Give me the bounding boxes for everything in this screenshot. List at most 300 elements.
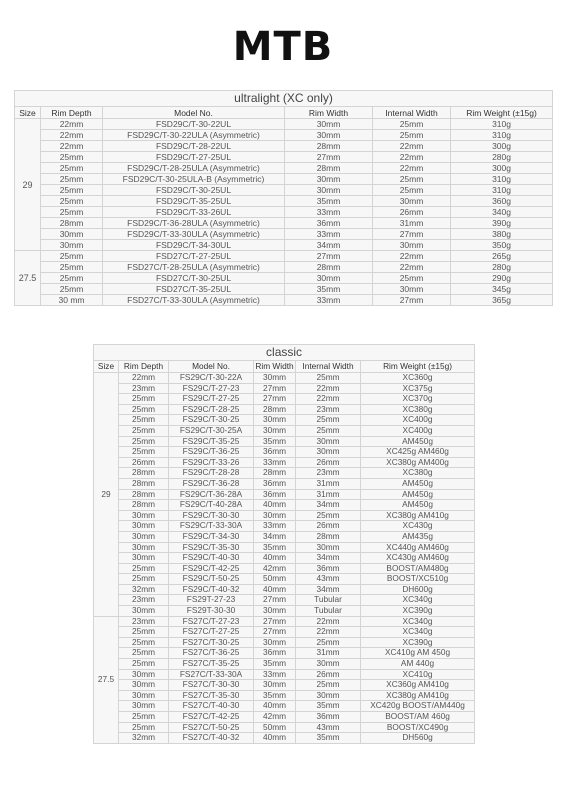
- table-cell: 25mm: [119, 722, 169, 733]
- table-cell: FSD29C/T-34-30UL: [103, 240, 285, 251]
- column-header: Internal Width: [373, 107, 451, 119]
- table-cell: AM435g: [361, 531, 475, 542]
- column-header: Rim Depth: [41, 107, 103, 119]
- table-cell: 35mm: [285, 284, 373, 295]
- table-header-row: [94, 361, 475, 373]
- table-cell: 380g: [451, 229, 553, 240]
- table-cell: 25mm: [296, 415, 361, 426]
- table-cell: 350g: [451, 240, 553, 251]
- table-cell: 35mm: [254, 690, 296, 701]
- table-cell: 310g: [451, 174, 553, 185]
- table-cell: 25mm: [119, 659, 169, 670]
- table-cell: FS27C/T-30-25: [169, 637, 254, 648]
- table-caption: ultralight (XC only): [15, 91, 553, 107]
- table-cell: 28mm: [285, 163, 373, 174]
- table-caption-row: [15, 91, 553, 107]
- table-cell: FS27C/T-35-25: [169, 659, 254, 670]
- table-cell: 33mm: [254, 457, 296, 468]
- table-cell: 27mm: [373, 229, 451, 240]
- table-cell: XC410g AM 450g: [361, 648, 475, 659]
- column-header: Rim Weight (±15g): [361, 361, 475, 373]
- table-row: [94, 733, 475, 744]
- table-cell: FSD27C/T-28-25ULA (Asymmetric): [103, 262, 285, 273]
- table-cell: FSD29C/T-30-22UL: [103, 119, 285, 130]
- table-cell: 30mm: [119, 669, 169, 680]
- table-row: [15, 284, 553, 295]
- table-cell: FSD29C/T-28-22UL: [103, 141, 285, 152]
- table-cell: FSD29C/T-28-25ULA (Asymmetric): [103, 163, 285, 174]
- table-cell: 34mm: [285, 240, 373, 251]
- table-cell: 25mm: [119, 436, 169, 447]
- table-row: [94, 425, 475, 436]
- table-cell: FS27C/T-40-32: [169, 733, 254, 744]
- table-header-row: [15, 107, 553, 119]
- table-row: [15, 295, 553, 306]
- table-cell: 365g: [451, 295, 553, 306]
- table-cell: 25mm: [296, 680, 361, 691]
- table-cell: 35mm: [254, 659, 296, 670]
- table-caption: classic: [94, 345, 475, 361]
- table-cell: FS27C/T-50-25: [169, 722, 254, 733]
- table-cell: XC390g: [361, 606, 475, 617]
- table-cell: 28mm: [119, 468, 169, 479]
- table-cell: 40mm: [254, 500, 296, 511]
- size-cell: 29: [15, 119, 41, 251]
- column-header: Rim Width: [285, 107, 373, 119]
- table-cell: 34mm: [296, 584, 361, 595]
- table-cell: 30mm: [285, 185, 373, 196]
- table-cell: 31mm: [296, 489, 361, 500]
- table-cell: XC380g AM410g: [361, 510, 475, 521]
- table-cell: FS29C/T-34-30: [169, 531, 254, 542]
- table-cell: 25mm: [119, 563, 169, 574]
- table-cell: FSD27C/T-30-25UL: [103, 273, 285, 284]
- table-row: [15, 196, 553, 207]
- table-cell: FS29C/T-42-25: [169, 563, 254, 574]
- table-cell: 30mm: [285, 130, 373, 141]
- table-cell: 25mm: [41, 251, 103, 262]
- column-header: Rim Depth: [119, 361, 169, 373]
- table-cell: 390g: [451, 218, 553, 229]
- column-header: Rim Width: [255, 360, 294, 371]
- table-cell: 27mm: [254, 394, 296, 405]
- table-cell: 30mm: [119, 701, 169, 712]
- table-cell: 30mm: [285, 119, 373, 130]
- table-cell: FS29C/T-33-26: [169, 457, 254, 468]
- table-cell: XC375g: [361, 383, 475, 394]
- table-row: [15, 251, 553, 262]
- table-cell: 30mm: [254, 373, 296, 384]
- table-cell: 25mm: [41, 207, 103, 218]
- table-cell: XC430g AM460g: [361, 553, 475, 564]
- table-cell: 27mm: [285, 152, 373, 163]
- table-row: [94, 489, 475, 500]
- table-row: [94, 394, 475, 405]
- table-cell: 42mm: [254, 563, 296, 574]
- table-cell: 22mm: [373, 141, 451, 152]
- table-row: [94, 468, 475, 479]
- table-cell: 25mm: [119, 627, 169, 638]
- table-cell: 22mm: [296, 394, 361, 405]
- table-cell: FS29C/T-36-28A: [169, 489, 254, 500]
- table-cell: 33mm: [254, 669, 296, 680]
- table-cell: AM450g: [361, 436, 475, 447]
- table-cell: 30mm: [119, 521, 169, 532]
- table-cell: 22mm: [41, 141, 103, 152]
- table-row: [94, 690, 475, 701]
- table-cell: 310g: [451, 119, 553, 130]
- table-cell: FS29C/T-36-25: [169, 447, 254, 458]
- table-cell: 22mm: [373, 163, 451, 174]
- table-cell: 26mm: [296, 521, 361, 532]
- table-cell: 34mm: [296, 500, 361, 511]
- table-cell: FS29C/T-40-28A: [169, 500, 254, 511]
- table-cell: 30mm: [119, 553, 169, 564]
- table-cell: 32mm: [119, 584, 169, 595]
- table-cell: 26mm: [296, 669, 361, 680]
- table-cell: 25mm: [373, 174, 451, 185]
- table-row: [94, 637, 475, 648]
- table-cell: FS29C/T-30-30: [169, 510, 254, 521]
- table-cell: 25mm: [373, 273, 451, 284]
- table-row: [94, 595, 475, 606]
- table-cell: 33mm: [285, 207, 373, 218]
- table-cell: 22mm: [373, 262, 451, 273]
- column-header: Internal Width: [296, 361, 361, 373]
- table-cell: 30mm: [296, 447, 361, 458]
- table-cell: 36mm: [254, 478, 296, 489]
- table-cell: FSD29C/T-27-25UL: [103, 152, 285, 163]
- table-cell: 36mm: [254, 489, 296, 500]
- table-cell: FS27C/T-42-25: [169, 712, 254, 723]
- table-cell: 35mm: [254, 542, 296, 553]
- table-cell: 43mm: [296, 722, 361, 733]
- table-row: [15, 141, 553, 152]
- table-cell: Tubular: [296, 595, 361, 606]
- table-cell: 30mm: [296, 690, 361, 701]
- table-cell: 30mm: [296, 436, 361, 447]
- table-cell: 28mm: [285, 262, 373, 273]
- table-cell: 25mm: [119, 415, 169, 426]
- table-cell: XC420g BOOST/AM440g: [361, 701, 475, 712]
- table-cell: 30mm: [373, 196, 451, 207]
- table-row: [94, 680, 475, 691]
- table-cell: 35mm: [254, 436, 296, 447]
- table-cell: 35mm: [296, 701, 361, 712]
- table-cell: 22mm: [296, 383, 361, 394]
- table-cell: FSD29C/T-30-25UL: [103, 185, 285, 196]
- table-cell: 30mm: [373, 240, 451, 251]
- table-cell: 25mm: [296, 510, 361, 521]
- table-cell: 27mm: [254, 616, 296, 627]
- table-cell: 50mm: [254, 722, 296, 733]
- table-cell: FS27C/T-27-25: [169, 627, 254, 638]
- table-cell: 30mm: [119, 510, 169, 521]
- table-cell: 25mm: [373, 119, 451, 130]
- table-cell: 300g: [451, 141, 553, 152]
- table-cell: AM450g: [361, 500, 475, 511]
- table-cell: 25mm: [41, 152, 103, 163]
- table-caption-row: [94, 345, 475, 361]
- table-cell: FS29C/T-36-28: [169, 478, 254, 489]
- table-cell: XC340g: [361, 595, 475, 606]
- table-row: [94, 447, 475, 458]
- table-row: [94, 616, 475, 627]
- table-cell: FSD29C/T-36-28ULA (Asymmetric): [103, 218, 285, 229]
- table-row: [94, 531, 475, 542]
- table-cell: 22mm: [373, 152, 451, 163]
- table-cell: FS27C/T-27-23: [169, 616, 254, 627]
- classic-table: [93, 344, 475, 744]
- table-cell: 26mm: [119, 457, 169, 468]
- table-cell: 22mm: [296, 616, 361, 627]
- table-row: [15, 262, 553, 273]
- table-cell: XC410g: [361, 669, 475, 680]
- table-cell: 22mm: [119, 373, 169, 384]
- table-cell: FSD29C/T-33-26UL: [103, 207, 285, 218]
- table-cell: 25mm: [41, 185, 103, 196]
- table-cell: 30mm: [119, 606, 169, 617]
- table-cell: 23mm: [296, 404, 361, 415]
- ultralight-table: [14, 90, 553, 306]
- table-row: [94, 383, 475, 394]
- table-cell: 25mm: [41, 284, 103, 295]
- table-cell: 28mm: [254, 404, 296, 415]
- table-cell: 22mm: [296, 627, 361, 638]
- table-cell: 27mm: [254, 383, 296, 394]
- table-cell: 30mm: [119, 531, 169, 542]
- column-header: Size: [94, 361, 119, 373]
- table-cell: 360g: [451, 196, 553, 207]
- table-cell: 25mm: [41, 174, 103, 185]
- table-cell: 30mm: [285, 273, 373, 284]
- table-cell: FS29T-27-23: [169, 595, 254, 606]
- size-cell: 27.5: [15, 251, 41, 306]
- table-row: [94, 722, 475, 733]
- table-cell: 30mm: [254, 415, 296, 426]
- table-row: [94, 542, 475, 553]
- table-row: [15, 207, 553, 218]
- table-cell: 32mm: [119, 733, 169, 744]
- table-cell: 30mm: [254, 637, 296, 648]
- table-cell: 30mm: [41, 229, 103, 240]
- table-cell: 25mm: [373, 130, 451, 141]
- table-cell: FSD27C/T-35-25UL: [103, 284, 285, 295]
- table-cell: 34mm: [296, 553, 361, 564]
- table-cell: AM450g: [361, 478, 475, 489]
- table-cell: 265g: [451, 251, 553, 262]
- table-cell: FS29C/T-35-30: [169, 542, 254, 553]
- table-cell: FSD29C/T-33-30ULA (Asymmetric): [103, 229, 285, 240]
- table-cell: 30mm: [119, 542, 169, 553]
- table-cell: 310g: [451, 185, 553, 196]
- table-cell: FSD29C/T-35-25UL: [103, 196, 285, 207]
- table-row: [94, 701, 475, 712]
- table-cell: Tubular: [296, 606, 361, 617]
- table-cell: 25mm: [119, 712, 169, 723]
- table-cell: 34mm: [254, 531, 296, 542]
- table-cell: 25mm: [119, 648, 169, 659]
- table-cell: 22mm: [373, 251, 451, 262]
- table-cell: FS29C/T-40-30: [169, 553, 254, 564]
- table-cell: XC380g AM410g: [361, 690, 475, 701]
- table-row: [15, 119, 553, 130]
- table-cell: 23mm: [119, 616, 169, 627]
- table-cell: FS29C/T-30-25A: [169, 425, 254, 436]
- table-cell: XC380g: [361, 404, 475, 415]
- table-row: [94, 659, 475, 670]
- table-cell: FS27C/T-40-30: [169, 701, 254, 712]
- table-cell: 42mm: [254, 712, 296, 723]
- table-cell: 36mm: [296, 712, 361, 723]
- size-cell: 27.5: [94, 616, 119, 743]
- table-cell: FSD29C/T-30-25ULA-B (Asymmetric): [103, 174, 285, 185]
- table-cell: 280g: [451, 152, 553, 163]
- table-cell: 30 mm: [41, 295, 103, 306]
- table-cell: 33mm: [254, 521, 296, 532]
- table-cell: FS29C/T-33-30A: [169, 521, 254, 532]
- table-cell: 25mm: [41, 273, 103, 284]
- table-cell: FS29C/T-27-23: [169, 383, 254, 394]
- table-cell: BOOST/AM480g: [361, 563, 475, 574]
- table-cell: 30mm: [119, 680, 169, 691]
- table-row: [15, 174, 553, 185]
- table-cell: 30mm: [296, 542, 361, 553]
- table-cell: FS29C/T-30-22A: [169, 373, 254, 384]
- table-cell: 23mm: [296, 468, 361, 479]
- table-cell: FS29C/T-28-28: [169, 468, 254, 479]
- table-cell: BOOST/XC490g: [361, 722, 475, 733]
- table-cell: XC430g: [361, 521, 475, 532]
- table-cell: FSD27C/T-27-25UL: [103, 251, 285, 262]
- table-row: [94, 669, 475, 680]
- column-header: Rim Weight (±15g): [451, 107, 553, 119]
- table-row: [94, 553, 475, 564]
- table-cell: 25mm: [373, 185, 451, 196]
- table-cell: XC340g: [361, 627, 475, 638]
- table-row: [94, 574, 475, 585]
- table-cell: 26mm: [296, 457, 361, 468]
- table-cell: 30mm: [41, 240, 103, 251]
- table-cell: 36mm: [285, 218, 373, 229]
- table-cell: 36mm: [296, 563, 361, 574]
- table-cell: FSD27C/T-33-30ULA (Asymmetric): [103, 295, 285, 306]
- table-cell: 345g: [451, 284, 553, 295]
- table-cell: 23mm: [119, 595, 169, 606]
- table-cell: 31mm: [373, 218, 451, 229]
- table-cell: DH560g: [361, 733, 475, 744]
- table-row: [94, 436, 475, 447]
- table-cell: 28mm: [285, 141, 373, 152]
- page-title: MTB: [232, 24, 334, 70]
- table-row: [94, 606, 475, 617]
- table-cell: 35mm: [285, 196, 373, 207]
- table-cell: XC340g: [361, 616, 475, 627]
- table-row: [15, 185, 553, 196]
- table-cell: 30mm: [254, 680, 296, 691]
- table-cell: 30mm: [373, 284, 451, 295]
- column-header: Model No.: [103, 107, 285, 119]
- table-row: [94, 404, 475, 415]
- table-cell: 27mm: [254, 627, 296, 638]
- table-cell: 31mm: [296, 648, 361, 659]
- table-row: [94, 648, 475, 659]
- column-header: Model No.: [169, 361, 254, 373]
- table-cell: 43mm: [296, 574, 361, 585]
- table-cell: FS29C/T-27-25: [169, 394, 254, 405]
- table-row: [15, 130, 553, 141]
- table-cell: 22mm: [41, 130, 103, 141]
- table-cell: 340g: [451, 207, 553, 218]
- table-cell: 30mm: [296, 659, 361, 670]
- table-cell: 30mm: [119, 690, 169, 701]
- table-cell: 40mm: [254, 733, 296, 744]
- table-cell: XC400g: [361, 425, 475, 436]
- table-cell: XC380g AM400g: [361, 457, 475, 468]
- table-cell: DH600g: [361, 584, 475, 595]
- table-row: [94, 415, 475, 426]
- table-row: [94, 510, 475, 521]
- table-row: [15, 218, 553, 229]
- table-cell: FS27C/T-36-25: [169, 648, 254, 659]
- table-cell: 28mm: [119, 500, 169, 511]
- table-cell: 25mm: [296, 373, 361, 384]
- table-cell: AM450g: [361, 489, 475, 500]
- table-cell: 290g: [451, 273, 553, 284]
- table-cell: 30mm: [254, 606, 296, 617]
- table-row: [94, 500, 475, 511]
- table-cell: XC390g: [361, 637, 475, 648]
- table-row: [94, 521, 475, 532]
- table-cell: 25mm: [119, 637, 169, 648]
- table-cell: 25mm: [119, 447, 169, 458]
- table-cell: FS29C/T-50-25: [169, 574, 254, 585]
- table-cell: 22mm: [41, 119, 103, 130]
- table-cell: 36mm: [254, 648, 296, 659]
- table-cell: XC360g: [361, 373, 475, 384]
- size-cell: 29: [94, 373, 119, 617]
- table-row: [94, 584, 475, 595]
- table-cell: 25mm: [119, 394, 169, 405]
- table-cell: 25mm: [119, 425, 169, 436]
- table-cell: AM 440g: [361, 659, 475, 670]
- table-row: [15, 273, 553, 284]
- table-cell: 25mm: [119, 404, 169, 415]
- table-cell: 40mm: [254, 553, 296, 564]
- table-cell: 27mm: [254, 595, 296, 606]
- table-cell: 25mm: [41, 196, 103, 207]
- table-cell: XC380g: [361, 468, 475, 479]
- table-cell: 31mm: [296, 478, 361, 489]
- table-row: [15, 240, 553, 251]
- table-cell: 33mm: [285, 295, 373, 306]
- table-row: [94, 627, 475, 638]
- table-cell: 27mm: [285, 251, 373, 262]
- table-cell: FS29C/T-30-25: [169, 415, 254, 426]
- table-cell: FS29C/T-40-32: [169, 584, 254, 595]
- table-cell: XC370g: [361, 394, 475, 405]
- table-cell: 28mm: [119, 478, 169, 489]
- table-cell: 28mm: [41, 218, 103, 229]
- table-cell: BOOST/XC510g: [361, 574, 475, 585]
- table-cell: 26mm: [373, 207, 451, 218]
- table-cell: XC400g: [361, 415, 475, 426]
- table-cell: 30mm: [254, 425, 296, 436]
- table-cell: FS27C/T-33-30A: [169, 669, 254, 680]
- table-cell: 28mm: [296, 531, 361, 542]
- table-cell: 280g: [451, 262, 553, 273]
- table-cell: XC440g AM460g: [361, 542, 475, 553]
